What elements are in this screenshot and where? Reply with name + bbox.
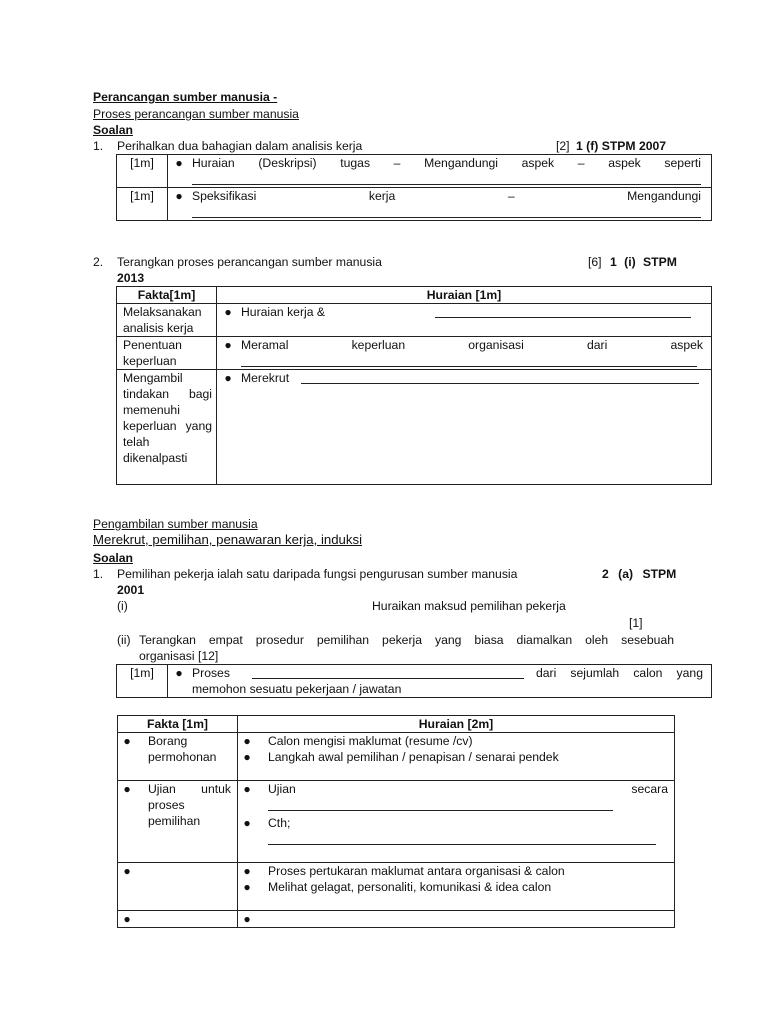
question-number: 1. (93, 567, 104, 581)
bullet: ● (224, 305, 232, 319)
mark-cell: [1m] (117, 155, 168, 188)
question-year: 2013 (117, 271, 145, 285)
question-mark: [2] (556, 139, 570, 153)
bullet: ● (123, 782, 131, 796)
fakta-cell (118, 911, 238, 928)
fakta-cell: Penentuan keperluan (117, 337, 217, 370)
bullet: ● (243, 816, 251, 830)
part-mark: [1] (629, 616, 643, 630)
part-number: (ii) (117, 633, 131, 647)
bullet: ● (243, 750, 251, 764)
answer-text: Speksifikasi kerja – Mengandungi (192, 189, 701, 203)
question-source: 1 (f) STPM 2007 (576, 139, 667, 153)
bullet: ● (175, 189, 183, 203)
bullet: ● (175, 666, 183, 680)
blank-line[interactable] (268, 810, 613, 811)
bullet: ● (224, 371, 232, 385)
huraian-text: Merekrut (241, 371, 290, 385)
fakta-cell: Melaksanakan analisis kerja (117, 304, 217, 337)
header-huraian: Huraian [2m] (238, 716, 675, 733)
bullet: ● (123, 734, 131, 748)
answer-table-q2 (116, 286, 712, 485)
blank-line[interactable] (192, 184, 701, 185)
huraian-text: Meramal keperluan organisasi dari aspek (241, 338, 703, 352)
answer-text: Huraian (Deskripsi) tugas – Mengandungi aspek – aspek seperti (192, 156, 701, 170)
blank-line[interactable] (252, 678, 524, 679)
blank-line[interactable] (192, 217, 701, 218)
question-source: 1 (i) STPM (610, 255, 677, 269)
section-title: Pengambilan sumber manusia (93, 517, 258, 531)
fakta-cell (118, 863, 238, 911)
question-number: 1. (93, 139, 104, 153)
fakta-cell: ● Ujian untuk proses pemilihan (118, 781, 238, 863)
huraian-item: Melihat gelagat, personaliti, komunikasi & idea calon (268, 880, 552, 894)
blank-line[interactable] (435, 317, 691, 318)
soalan-heading: Soalan (93, 123, 133, 137)
question-text: Perihalkan dua bahagian dalam analisis kerja (117, 139, 363, 153)
blank-line[interactable] (241, 366, 697, 367)
bullet: ● (243, 782, 251, 796)
huraian-item: Cth; (268, 816, 291, 830)
mark-cell: [1m] (117, 188, 168, 221)
answer-text: memohon sesuatu pekerjaan / jawatan (192, 682, 402, 696)
huraian-item: Langkah awal pemilihan / penapisan / senarai pendek (268, 750, 559, 764)
part-text: Huraikan maksud pemilihan pekerja (372, 599, 566, 613)
bullet: ● (243, 880, 251, 894)
soalan-heading: Soalan (93, 551, 133, 565)
answer-table-q3-procedures (117, 715, 675, 928)
header-fakta: Fakta [1m] (118, 716, 238, 733)
question-number: 2. (93, 255, 104, 269)
answer-table-q1 (116, 154, 712, 221)
bullet: ● (123, 864, 131, 878)
question-text: Terangkan proses perancangan sumber manusia (117, 255, 382, 269)
part-text: Terangkan empat prosedur pemilihan pekerja yang biasa diamalkan oleh sesebuah (139, 633, 674, 647)
section-subtitle: Merekrut, pemilihan, penawaran kerja, induksi (93, 532, 363, 547)
mark-cell: [1m] (117, 665, 168, 698)
huraian-item: Ujian secara (268, 782, 668, 796)
section-subtitle: Proses perancangan sumber manusia (93, 107, 299, 121)
answer-text: Proses (192, 666, 230, 680)
question-year: 2001 (117, 583, 145, 597)
huraian-item: Proses pertukaran maklumat antara organisasi & calon (268, 864, 565, 878)
blank-line[interactable] (268, 844, 656, 845)
bullet: ● (243, 734, 251, 748)
question-mark: [6] (588, 255, 602, 269)
header-huraian: Huraian [1m] (217, 287, 712, 304)
bullet: ● (175, 156, 183, 170)
question-text: Pemilihan pekerja ialah satu daripada fungsi pengurusan sumber manusia (117, 567, 518, 581)
bullet: ● (123, 912, 131, 926)
bullet: ● (224, 338, 232, 352)
fakta-cell: Mengambil tindakan bagi memenuhi keperluan yang telah dikenalpasti (117, 370, 217, 485)
fakta-cell: ● Borang permohonan (118, 733, 238, 781)
bullet: ● (243, 912, 251, 926)
header-fakta: Fakta[1m] (117, 287, 217, 304)
answer-table-q3 (116, 664, 712, 698)
blank-line[interactable] (301, 383, 699, 384)
part-number: (i) (117, 599, 128, 613)
bullet: ● (243, 864, 251, 878)
huraian-item: Calon mengisi maklumat (resume /cv) (268, 734, 473, 748)
huraian-text: Huraian kerja & (241, 305, 325, 319)
section-title: Perancangan sumber manusia - (93, 90, 278, 104)
answer-text: dari sejumlah calon yang (536, 666, 703, 680)
part-text-cont: organisasi [12] (139, 649, 219, 663)
question-source: 2 (a) STPM (602, 567, 677, 581)
